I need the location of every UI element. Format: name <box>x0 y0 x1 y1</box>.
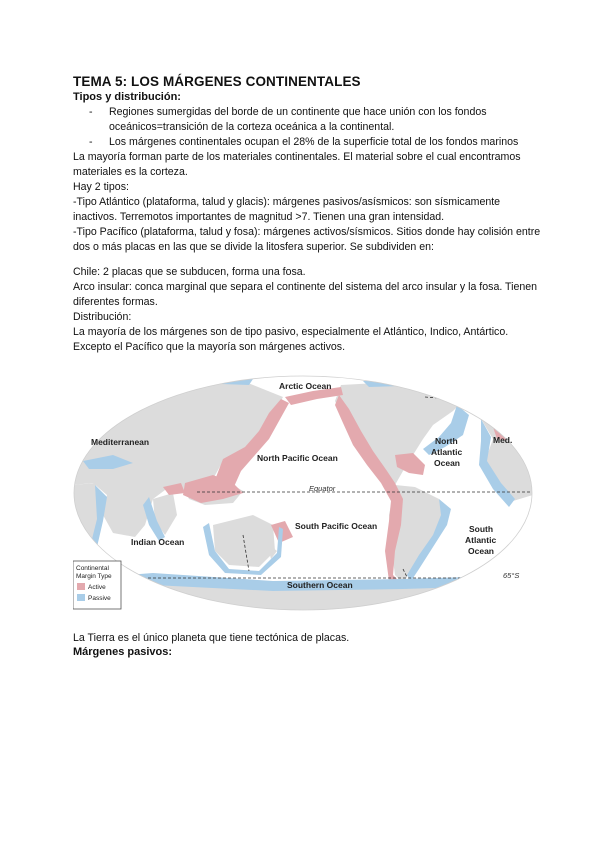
label-north-atlantic-3: Ocean <box>434 458 460 468</box>
paragraph-pacifico: -Tipo Pacífico (plataforma, talud y fosa): márgenes activos/sísmicos. Sitios donde hay colisión entre dos o más placas en las que se divide la litosfera superior. Se subdividen en: <box>73 226 541 253</box>
label-south-atlantic-2: Atlantic <box>465 535 497 545</box>
dash-mark: - <box>89 136 93 148</box>
legend-title-line-2: Margin Type <box>76 573 112 580</box>
paragraph-materiales: La mayoría forman parte de los materiales continentales. El material sobre el cual encontramos materiales es la corteza. <box>73 151 521 178</box>
paragraph-tectonica: La Tierra es el único planeta que tiene tectónica de placas. <box>73 632 350 644</box>
spacer <box>73 255 543 265</box>
paragraph-tipos: Hay 2 tipos: <box>73 181 129 193</box>
legend-label-active: Active <box>88 584 106 591</box>
map-legend <box>73 561 121 609</box>
page-title: TEMA 5: LOS MÁRGENES CONTINENTALES <box>73 74 361 89</box>
world-map-figure <box>73 375 533 611</box>
dash-mark: - <box>89 106 93 118</box>
label-north-atlantic-2: Atlantic <box>431 447 463 457</box>
legend-swatch-passive <box>77 594 85 601</box>
label-north-pacific: North Pacific Ocean <box>257 453 338 463</box>
list-item-text: Regiones sumergidas del borde de un continente que hace unión con los fondos oceánicos=transición de la corteza oceánica a la continental. <box>109 106 487 133</box>
paragraph-atlantico: -Tipo Atlántico (plataforma, talud y glacis): márgenes pasivos/asísmicos: son sísmicamente inactivos. Terremotos importantes de magnitud >7. Tienen una gran intensidad. <box>73 196 501 223</box>
label-med: Med. <box>493 435 513 445</box>
section-heading-tipos: Tipos y distribución: <box>73 91 181 103</box>
legend-swatch-active <box>77 583 85 590</box>
label-south-atlantic-3: Ocean <box>468 546 494 556</box>
paragraph-arco-insular: Arco insular: conca marginal que separa el continente del sistema del arco insular y la fosa. Tienen diferentes formas. <box>73 281 538 308</box>
list-item <box>89 135 543 150</box>
document-body <box>73 74 543 355</box>
passive-margin-med-east <box>513 411 533 423</box>
section-heading-pasivos: Márgenes pasivos: <box>73 646 173 658</box>
paragraph-distribucion: La mayoría de los márgenes son de tipo pasivo, especialmente el Atlántico, Indico, Antártico. Excepto el Pacífico que la mayoría son márgenes activos. <box>73 326 509 353</box>
label-65s: 65°S <box>503 571 520 580</box>
list-item <box>89 105 543 135</box>
document-footer-content <box>73 631 543 660</box>
label-arctic-ocean: Arctic Ocean <box>279 381 332 391</box>
bullet-list <box>89 105 543 150</box>
label-mediterranean: Mediterranean <box>91 437 150 447</box>
legend-label-passive: Passive <box>88 595 111 602</box>
label-south-atlantic-1: South <box>469 524 494 534</box>
paragraph-distribucion-heading: Distribución: <box>73 311 132 323</box>
label-equator: Equator <box>309 484 336 493</box>
label-south-pacific: South Pacific Ocean <box>295 521 378 531</box>
list-item-text: Los márgenes continentales ocupan el 28% de la superficie total de los fondos marinos <box>109 136 519 148</box>
legend-title-line-1: Continental <box>76 565 109 572</box>
label-indian-ocean: Indian Ocean <box>131 537 185 547</box>
label-southern-ocean: Southern Ocean <box>287 580 353 590</box>
paragraph-chile: Chile: 2 placas que se subducen, forma una fosa. <box>73 266 306 278</box>
label-north-atlantic-1: North <box>435 436 458 446</box>
continental-margins-map <box>73 375 533 611</box>
